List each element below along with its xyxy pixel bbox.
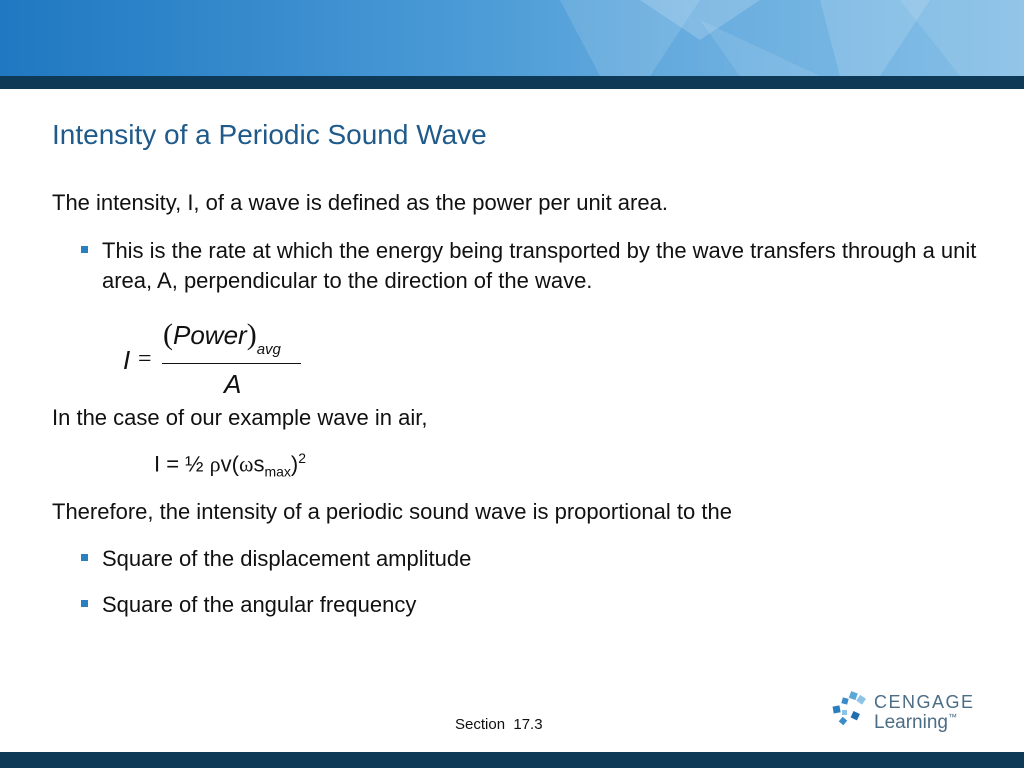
formula-paren-close: ) xyxy=(246,318,257,351)
logo-wordmark-bottom xyxy=(874,712,957,734)
equation-prefix: I = ½ xyxy=(154,451,210,477)
formula-numerator xyxy=(163,318,281,358)
logo-wordmark-top: CENGAGE xyxy=(874,692,975,712)
logo-tm: ™ xyxy=(947,712,957,722)
formula-power: Power xyxy=(173,320,247,350)
conclusion-paragraph: Therefore, the intensity of a periodic sound wave is proportional to the xyxy=(52,499,732,524)
bullet-item-frequency xyxy=(102,590,416,620)
slide-title: Intensity of a Periodic Sound Wave xyxy=(52,119,487,150)
bullet-text: Square of the displacement amplitude xyxy=(102,546,472,571)
header-rule xyxy=(0,76,1024,89)
equation-s: s xyxy=(253,451,265,477)
bullet-text: Square of the angular frequency xyxy=(102,592,417,617)
equation-v: v( xyxy=(220,451,239,477)
square-bullet-icon xyxy=(81,600,88,607)
formula-subscript: avg xyxy=(256,341,281,358)
logo-learning: Learning xyxy=(874,712,948,733)
cengage-mark-icon xyxy=(830,690,870,730)
rho-symbol: ρ xyxy=(209,451,221,477)
formula-lhs: I xyxy=(123,345,131,375)
header-banner xyxy=(0,0,1024,76)
formula-equals: = xyxy=(138,346,152,372)
square-bullet-icon xyxy=(81,554,88,561)
intro-paragraph: The intensity, I, of a wave is defined as the power per unit area. xyxy=(52,190,668,215)
formula-paren-open: ( xyxy=(163,318,173,351)
footer-rule xyxy=(0,752,1024,768)
equation-sup: 2 xyxy=(298,450,307,466)
omega-symbol: ω xyxy=(238,451,254,477)
cengage-logo xyxy=(830,690,980,738)
banner-decoration xyxy=(0,0,1024,76)
bullet-text: This is the rate at which the energy being transported by the wave transfers through a unit area, A, perpendicular to the direction of the wave. xyxy=(102,238,977,293)
fraction-bar xyxy=(162,363,301,364)
section-label: Section 17.3 xyxy=(455,716,543,733)
example-paragraph: In the case of our example wave in air, xyxy=(52,405,428,430)
bullet-item-rate xyxy=(102,236,982,296)
square-bullet-icon xyxy=(81,246,88,253)
equation-close: ) xyxy=(290,451,299,477)
formula-denominator: A xyxy=(224,369,242,399)
equation-sub-max: max xyxy=(264,463,291,480)
bullet-item-amplitude xyxy=(102,544,471,574)
intensity-equation xyxy=(154,450,306,480)
